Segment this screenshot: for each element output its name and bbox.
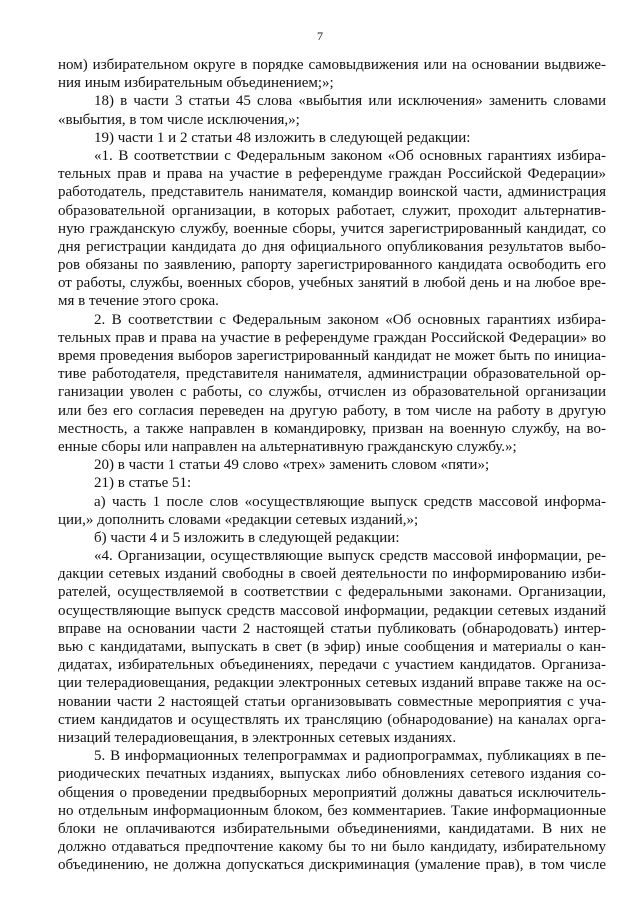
text-line: 20) в части 1 статьи 49 слово «трех» заменить словом «пяти»; xyxy=(94,457,490,474)
text-line: ров обязаны по заявлению, рапорту зарегистрированного кандидата освободить его xyxy=(58,257,606,274)
text-line: работодатель, представитель нанимателя, командир воинской части, администрация xyxy=(58,184,606,201)
text-line: или без его согласия переведен на другую работу, в том числе на работу в другую xyxy=(58,402,606,419)
text-line: ции,» дополнить словами «редакции сетевых изданий,»; xyxy=(58,511,419,528)
text-line: ганизации уволен с работы, со службы, отчислен из образовательной организации xyxy=(58,384,606,401)
text-line: «4. Организации, осуществляющие выпуск средств массовой информации, ре- xyxy=(94,548,606,565)
text-line: образовательной организации, в которых работает, служит, проходит альтернатив- xyxy=(58,202,606,219)
text-line: вью с кандидатами, выпускать в свет (в эфир) иные сообщения и материалы о кан- xyxy=(58,639,606,655)
text-line: тельных прав и права на участие в референдуме граждан Российской Федерации» во xyxy=(58,329,606,346)
text-line: осуществляющие выпуск средств массовой информации, редакции сетевых изданий xyxy=(58,602,606,619)
text-line: стием кандидатов и осуществлять их трансляцию (обнародование) на каналах орга- xyxy=(58,711,606,728)
text-line: объединению, не должна допускаться дискриминация (умаление прав), в том числе xyxy=(58,857,606,874)
text-line: блоки не оплачиваются избирательными объединениями, кандидатами. В них не xyxy=(58,820,606,837)
text-line: мя в течение этого срока. xyxy=(58,293,219,310)
text-line: ную гражданскую службу, военные сборы, учится зарегистрированный кандидат, со xyxy=(58,220,606,237)
text-line: риодических печатных изданиях, выпусках либо обновлениях сетевого издания со- xyxy=(58,766,606,783)
text-line: рателей, осуществляемой в соответствии с федеральными законами. Организации, xyxy=(58,584,606,601)
text-line: ния иным избирательным объединением;»; xyxy=(58,75,334,92)
text-line: «выбытия, в том числе исключения,»; xyxy=(58,111,300,128)
text-line: 5. В информационных телепрограммах и радиопрограммах, публикациях в пе- xyxy=(94,748,606,765)
text-line: дидатах, избирательных объединениях, передачи с участием кандидатов. Организа- xyxy=(58,657,606,674)
text-line: а) часть 1 после слов «осуществляющие выпуск средств массовой информа- xyxy=(94,493,606,510)
text-line: ции телерадиовещания, редакции электронных сетевых изданий вправе также на ос- xyxy=(58,675,606,692)
text-line: ном) избирательном округе в порядке самовыдвижения или на основании выдвиже- xyxy=(58,57,606,73)
text-line: время проведения выборов зарегистрированный кандидат не может быть по инициа- xyxy=(58,348,606,364)
text-line: «1. В соответствии с Федеральным законом «Об основных гарантиях избира- xyxy=(94,147,606,164)
text-line: тельных прав и права на участие в референдуме граждан Российской Федерации» xyxy=(58,166,606,183)
text-line: местность, а также направлен в командировку, призван на военную службу, на во- xyxy=(58,420,606,437)
text-line: б) части 4 и 5 изложить в следующей редакции: xyxy=(94,529,400,546)
text-line: енные сборы или направлен на альтернативную гражданскую службу.»; xyxy=(58,438,517,455)
text-line: общения о проведении предвыборных мероприятий должны даваться исключитель- xyxy=(58,784,606,801)
text-line: но отдельным информационным блоком, без комментариев. Такие информационные xyxy=(58,802,606,819)
text-line: вправе на основании части 2 настоящей статьи публиковать (обнародовать) интер- xyxy=(58,620,606,637)
body-text xyxy=(58,56,606,874)
text-line: 19) части 1 и 2 статьи 48 изложить в следующей редакции: xyxy=(94,129,471,146)
text-line: новании части 2 настоящей статьи организовывать совместные мероприятия с уча- xyxy=(58,693,606,710)
text-line: 2. В соответствии с Федеральным законом «Об основных гарантиях избира- xyxy=(94,311,606,328)
text-line: должно отдаваться предпочтение какому бы то ни было кандидату, избирательному xyxy=(58,839,606,856)
text-line: 21) в статье 51: xyxy=(94,475,192,492)
text-line: дакции сетевых изданий свободны в своей деятельности по информированию изби- xyxy=(58,566,606,583)
text-line: 18) в части 3 статьи 45 слова «выбытия или исключения» заменить словами xyxy=(94,93,606,110)
text-line: дня регистрации кандидата до дня официального опубликования результатов выбо- xyxy=(58,238,606,255)
text-line: тиве работодателя, представителя нанимателя, администрации образовательной ор- xyxy=(58,366,606,383)
page-number: 7 xyxy=(317,29,323,43)
text-line: низаций телерадиовещания, в электронных сетевых изданиях. xyxy=(58,729,457,746)
text-line: от работы, службы, военных сборов, учебных занятий в любой день и на любое вре- xyxy=(58,275,606,292)
